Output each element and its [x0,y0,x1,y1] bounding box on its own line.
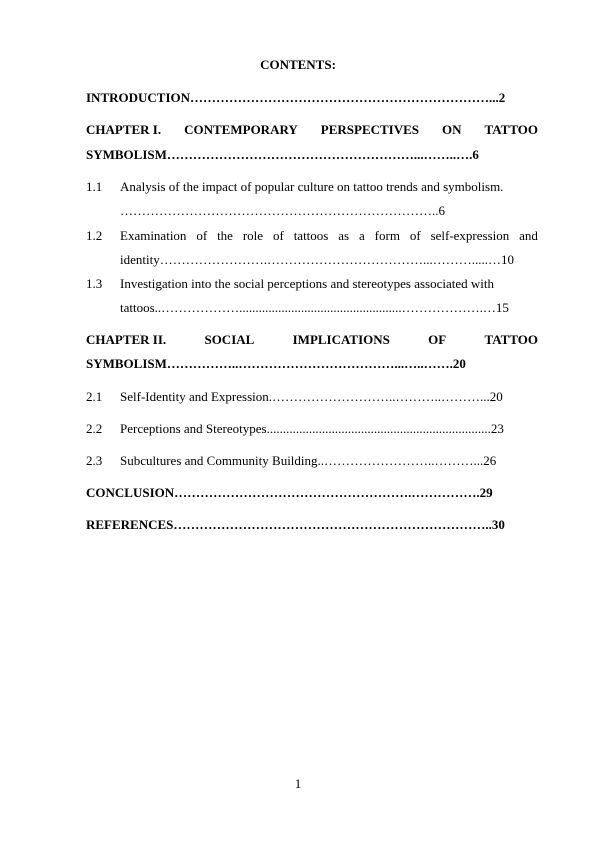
word: of [409,228,421,243]
chapter-2-word: SOCIAL [204,332,255,347]
toc-entry-2-3[interactable]: Subcultures and Community Building..……………………..………...26 [120,453,497,468]
word: tattoos [293,228,329,243]
chapter-1-word: ON [442,122,462,137]
toc-entry-chapter-2[interactable] [86,332,538,348]
word: a [358,228,365,243]
chapter-1-word: TATTOO [484,122,538,137]
section-number: 2.3 [86,453,103,468]
section-number: 1.2 [86,228,103,243]
toc-entry-1-1-continued[interactable]: ………………………………………………………………..6 [120,203,445,218]
toc-entry-1-3-continued[interactable]: tattoos..………………..................................................……………….…15 [120,300,509,315]
word: Examination [120,228,187,243]
toc-entry-1-2-continued[interactable]: identity…………………….………………………………...……….....…10 [120,252,514,267]
toc-entry-chapter-1[interactable] [86,122,538,138]
chapter-2-word: TATTOO [484,332,538,347]
word: form [374,228,400,243]
chapter-2-word: CHAPTER II. [86,332,167,347]
contents-heading: CONTENTS: [260,57,336,72]
chapter-1-word: PERSPECTIVES [320,122,420,137]
toc-entry-2-2[interactable]: Perceptions and Stereotypes.....................................................................23 [120,421,504,436]
chapter-1-word: CHAPTER I. [86,122,162,137]
toc-entry-introduction[interactable]: INTRODUCTION……………………………………………………………...2 [86,90,506,105]
word: of [272,228,284,243]
toc-entry-1-3[interactable]: Investigation into the social perceptions and stereotypes associated with [120,276,495,291]
page-number: 1 [294,776,302,791]
toc-entry-references[interactable]: REFERENCES………………………………………………………………..30 [86,517,505,532]
word: as [338,228,350,243]
section-number: 2.1 [86,389,103,404]
toc-entry-conclusion[interactable]: CONCLUSION……………………………………………….…………….29 [86,485,493,500]
word: self-expression [430,228,510,243]
toc-entry-1-1[interactable]: Analysis of the impact of popular culture on tattoo trends and symbolism. [120,179,504,194]
chapter-1-word: CONTEMPORARY [184,122,298,137]
toc-entry-chapter-1-continued[interactable]: SYMBOLISM…………………………………………………...……..….6 [86,147,479,162]
toc-entry-1-2[interactable] [120,228,538,244]
chapter-2-word: IMPLICATIONS [292,332,390,347]
section-number: 2.2 [86,421,103,436]
word: the [217,228,233,243]
section-number: 1.1 [86,179,103,194]
word: and [519,228,538,243]
toc-entry-chapter-2-continued[interactable]: SYMBOLISM……………..………………………………...…..…….20 [86,356,466,371]
chapter-2-word: OF [428,332,447,347]
word: of [196,228,208,243]
word: role [242,228,264,243]
toc-entry-2-1[interactable]: Self-Identity and Expression.………………………..………..………...20 [120,389,503,404]
section-number: 1.3 [86,276,103,291]
